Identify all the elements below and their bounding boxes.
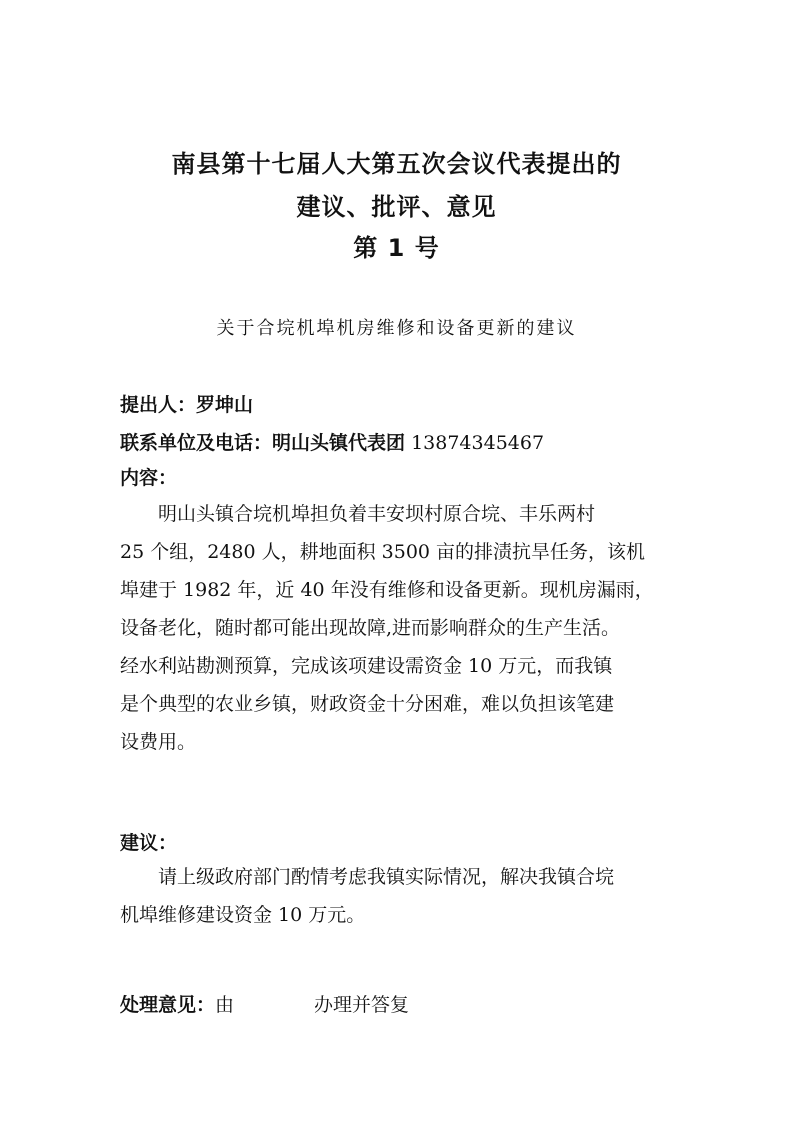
handling-prefix: 由 bbox=[215, 994, 235, 1016]
suggestion-label bbox=[120, 828, 177, 855]
content-line: 设备老化，随时都可能出现故障,进而影响群众的生产生活。 bbox=[120, 617, 621, 639]
suggestion-line: 请上级政府部门酌情考虑我镇实际情况，解决我镇合垸 bbox=[120, 866, 615, 888]
contact-field bbox=[120, 428, 544, 455]
content-body bbox=[120, 495, 676, 761]
contact-phone: 13874345467 bbox=[411, 432, 545, 454]
content-line: 明山头镇合垸机埠担负着丰安坝村原合垸、丰乐两村 bbox=[120, 503, 596, 525]
handling-field bbox=[120, 990, 409, 1017]
document-number: 第 1 号 bbox=[353, 234, 440, 262]
suggestion-label-text: 建议： bbox=[120, 832, 178, 854]
handling-suffix: 办理并答复 bbox=[314, 994, 410, 1016]
suggestion-line: 机埠维修建设资金 10 万元。 bbox=[120, 904, 366, 926]
document-title-line-2: 建议、批评、意见 bbox=[296, 193, 497, 221]
contact-label: 联系单位及电话： bbox=[120, 432, 273, 454]
contact-unit: 明山头镇代表团 bbox=[272, 432, 406, 454]
content-line: 是个典型的农业乡镇，财政资金十分困难，难以负担该笔建 bbox=[120, 693, 615, 715]
content-line: 设费用。 bbox=[120, 731, 197, 753]
proposer-field bbox=[120, 390, 253, 417]
content-line: 埠建于 1982 年，近 40 年没有维修和设备更新。现机房漏雨， bbox=[120, 579, 654, 601]
document-title-line-1: 南县第十七届人大第五次会议代表提出的 bbox=[171, 150, 622, 178]
suggestion-body bbox=[120, 858, 676, 934]
content-label-text: 内容： bbox=[120, 467, 178, 489]
content-line: 25 个组，2480 人，耕地面积 3500 亩的排渍抗旱任务，该机 bbox=[120, 541, 646, 563]
handling-label: 处理意见： bbox=[120, 994, 216, 1016]
proposal-subject: 关于合垸机埠机房维修和设备更新的建议 bbox=[216, 318, 577, 339]
content-label bbox=[120, 463, 177, 490]
proposer-label: 提出人： bbox=[120, 394, 197, 416]
proposer-name: 罗坤山 bbox=[196, 394, 254, 416]
content-line: 经水利站勘测预算，完成该项建设需资金 10 万元，而我镇 bbox=[120, 655, 613, 677]
